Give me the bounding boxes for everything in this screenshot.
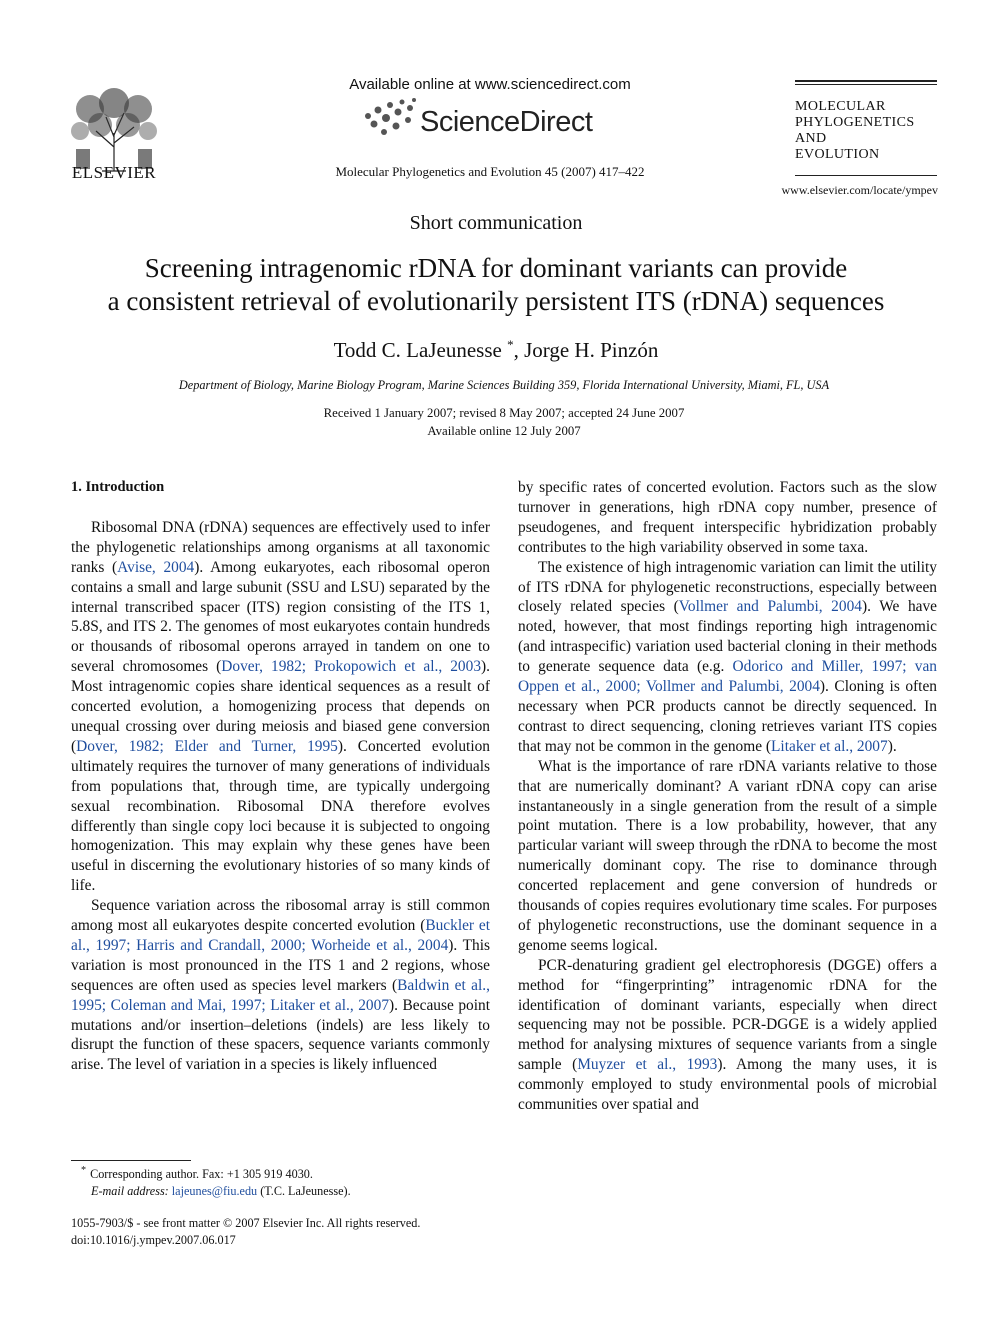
article-title xyxy=(40,252,952,318)
journal-name-line: EVOLUTION xyxy=(795,147,880,162)
journal-url[interactable]: www.elsevier.com/locate/ympev xyxy=(781,183,938,197)
title-line: a consistent retrieval of evolutionarily persistent ITS (rDNA) sequences xyxy=(107,286,885,316)
divider xyxy=(795,175,937,176)
paragraph: by specific rates of concerted evolution. Factors such as the slow turnover in generations, high rDNA copy number, presence of pseudogenes, and frequent interspecific hybridization probably contributes to the high variability observed in some taxa. xyxy=(518,479,937,556)
citation-link[interactable]: Odorico and Miller, 1997; van Oppen et al., 2000; Vollmer and Palumbi, 2004 xyxy=(518,658,937,696)
journal-title-box xyxy=(795,80,937,176)
corresponding-author-link[interactable]: * xyxy=(507,337,514,352)
publisher-name: ELSEVIER xyxy=(71,163,157,182)
author-name: Todd C. LaJeunesse xyxy=(333,338,502,362)
citation-link[interactable]: Litaker et al., 2007 xyxy=(771,737,888,755)
author-list xyxy=(0,337,992,363)
author-name: , Jorge H. Pinzón xyxy=(513,338,659,362)
journal-name xyxy=(795,99,937,163)
left-column xyxy=(71,478,490,1075)
issn-copyright: 1055-7903/$ - see front matter © 2007 Elsevier Inc. All rights reserved. xyxy=(71,1216,421,1230)
paragraph: PCR-denaturing gradient gel electrophoresis (DGGE) offers a method for “fingerprinting” intragenomic rDNA for the identification of dominant variants, especially when direct sequencing may not be possible. PCR-DGGE is a widely applied method for analysing mixtures of sequence variants from a single sample (Muyzer et al., 1993). Among the many uses, it is commonly employed to study environmental pools of microbial communities over spatial and xyxy=(518,956,937,1114)
footnote-divider xyxy=(71,1160,191,1161)
online-date: Available online 12 July 2007 xyxy=(427,424,581,438)
copyright-info xyxy=(71,1215,511,1249)
paragraph: The existence of high intragenomic variation can limit the utility of ITS rDNA for phylogenetic reconstructions, especially between closely related species (Vollmer and Palumbi, 2004). We have noted, however, that most findings reporting high intragenomic (and intraspecific) variation used bacterial cloning in their methods to generate sequence data (e.g. Odorico and Miller, 1997; van Oppen et al., 2000; Vollmer and Palumbi, 2004). Cloning is often necessary when PCR products cannot be directly sequenced. In contrast to direct sequencing, cloning retrieves variant ITS copies that may not be common in the genome (Litaker et al., 2007). xyxy=(518,558,937,755)
email-note: E-mail address: lajeunes@fiu.edu (T.C. LaJeunesse). xyxy=(91,1184,351,1199)
email-link[interactable]: lajeunes@fiu.edu xyxy=(171,1184,258,1199)
footnote xyxy=(71,1162,491,1200)
history-dates: Received 1 January 2007; revised 8 May 2007; accepted 24 June 2007 xyxy=(323,406,685,420)
journal-name-line: PHYLOGENETICS xyxy=(795,115,915,130)
article-dates xyxy=(0,404,992,440)
journal-citation: Molecular Phylogenetics and Evolution 45 (2007) 417–422 xyxy=(335,164,645,179)
citation-link[interactable]: Muyzer et al., 1993 xyxy=(577,1056,718,1074)
article-type: Short communication xyxy=(409,212,583,234)
journal-name-line: AND xyxy=(795,131,827,146)
citation-link[interactable]: Avise, 2004 xyxy=(117,558,195,576)
paragraph: What is the importance of rare rDNA variants relative to those that are numerically dominant? A variant rDNA copy can arise instantaneously in a single generation from the result of a simple point mutation. There is a low probability, however, that any particular variant will sweep through the rDNA to become the most numerically dominant copy. The rise to dominance through concerted replacement and gene conversion of hundreds or thousands of copies requires evolutionary time scales. For purposes of phylogenetic reconstructions, use the dominant sequence in a genome seems logical. xyxy=(518,757,937,954)
title-line: Screening intragenomic rDNA for dominant variants can provide xyxy=(144,253,848,283)
paragraph: Ribosomal DNA (rDNA) sequences are effectively used to infer the phylogenetic relationships among organisms at all taxonomic ranks (Avise, 2004). Among eukaryotes, each ribosomal operon contains a small and large subunit (SSU and LSU) separated by the internal transcribed spacer (ITS) region consisting of the ITS 1, 5.8S, and ITS 2. The genomes of most eukaryotes contain hundreds or thousands of ribosomal operons arrayed in tandem on one to several chromosomes (Dover, 1982; Prokopowich et al., 2003). Most intragenomic copies share identical sequences as a result of concerted evolution, a homogenizing process that depends on unequal crossing over during meiosis and biased gene conversion (Dover, 1982; Elder and Turner, 1995). Concerted evolution ultimately requires the turnover of many generations of individuals from populations that, through time, are typically undergoing sexual recombination. Ribosomal DNA therefore evolves differently than single copy loci because it is subjected to ongoing homogenization. This may explain why these genes have been useful in discerning the evolutionary histories of so many kinds of life. xyxy=(71,518,490,895)
right-column xyxy=(518,478,937,1115)
citation-link[interactable]: Vollmer and Palumbi, 2004 xyxy=(678,598,862,616)
available-online-text[interactable]: Available online at www.sciencedirect.com xyxy=(349,76,631,93)
doi[interactable]: doi:10.1016/j.ympev.2007.06.017 xyxy=(71,1233,236,1247)
journal-name-line: MOLECULAR xyxy=(795,99,886,114)
section-heading: 1. Introduction xyxy=(71,479,165,495)
sciencedirect-logo-text: ScienceDirect xyxy=(420,106,593,138)
affiliation: Department of Biology, Marine Biology Program, Marine Sciences Building 359, Florida International University, Miami, FL, USA xyxy=(178,378,830,392)
corresponding-author-note: * Corresponding author. Fax: +1 305 919 4030. xyxy=(81,1165,313,1182)
citation-link[interactable]: Baldwin et al., 1995; Coleman and Mai, 1997; Litaker et al., 2007 xyxy=(71,976,490,1014)
citation-link[interactable]: Dover, 1982; Elder and Turner, 1995 xyxy=(76,737,338,755)
divider xyxy=(795,84,937,85)
paragraph: Sequence variation across the ribosomal array is still common among most all eukaryotes despite concerted evolution (Buckler et al., 1997; Harris and Crandall, 2000; Worheide et al., 2004). This variation is most pronounced in the ITS 1 and 2 regions, whose sequences are often used as species level markers (Baldwin et al., 1995; Coleman and Mai, 1997; Litaker et al., 2007). Because point mutations and/or insertion–deletions (indels) are less likely to disrupt the function of these spacers, sequence variants commonly arise. The level of variation in a species is likely influenced xyxy=(71,897,491,1074)
citation-link[interactable]: Dover, 1982; Prokopowich et al., 2003 xyxy=(221,658,482,676)
divider xyxy=(795,80,937,82)
citation-link[interactable]: Buckler et al., 1997; Harris and Crandall, 2000; Worheide et al., 2004 xyxy=(71,917,490,954)
